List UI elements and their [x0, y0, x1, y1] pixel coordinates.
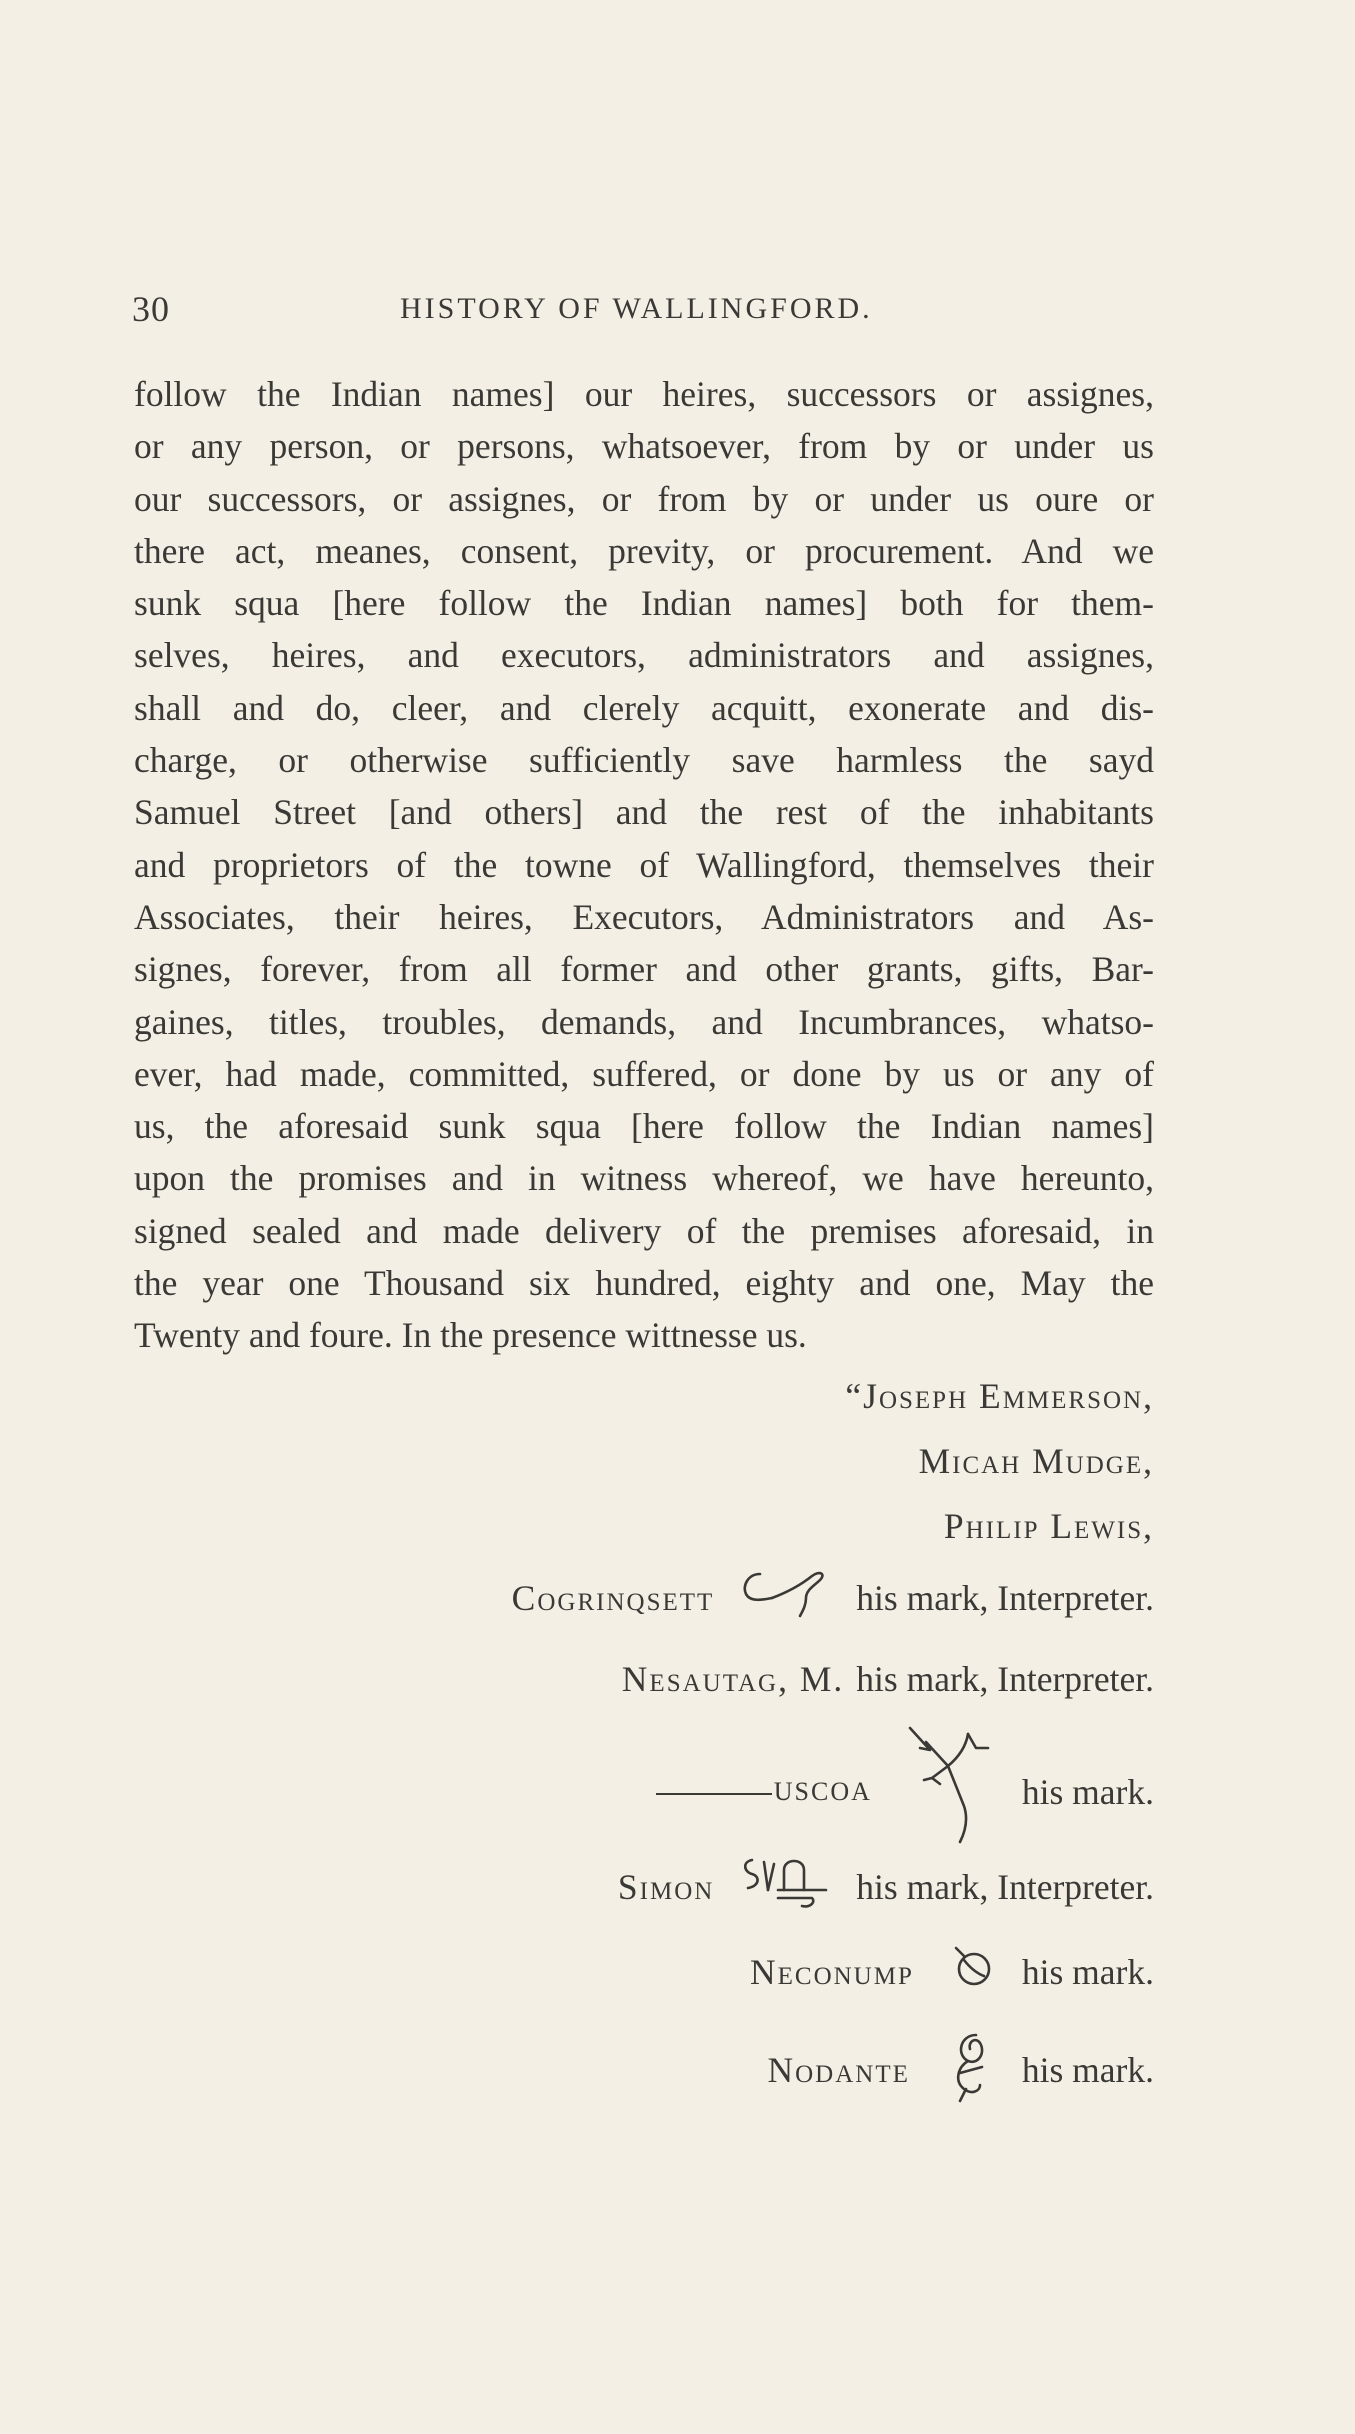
signer-row — [656, 1722, 1154, 1861]
signature-mark-icon — [946, 2027, 996, 2112]
signer-name: Simon — [617, 1866, 715, 1907]
signature-mark-icon — [896, 1722, 996, 1861]
text-line: signed sealed and made delivery of the premises aforesaid, in — [134, 1210, 1154, 1251]
text-line: Twenty and foure. In the presence wittnesse us. — [134, 1315, 807, 1356]
signer-name: Nesautag, M. — [621, 1659, 845, 1699]
text-line: gaines, titles, troubles, demands, and Incumbrances, whatso- — [134, 1001, 1154, 1042]
signer-row — [622, 1658, 1154, 1700]
mark-text: his mark. — [1021, 1771, 1154, 1812]
signer-row — [750, 1942, 1154, 2001]
text-line: or any person, or persons, whatsoever, from by or under us — [134, 426, 1154, 467]
signer-row — [618, 1852, 1154, 1921]
witness-name: Philip Lewis, — [943, 1506, 1154, 1546]
signer-name: Cogrinqsett — [511, 1577, 715, 1618]
signature-mark-icon — [950, 1942, 994, 2001]
text-line: Samuel Street [and others] and the rest of the inhabitants — [134, 792, 1154, 833]
text-line: shall and do, cleer, and clerely acquitt, exonerate and dis- — [134, 687, 1154, 728]
signer-row — [767, 2027, 1154, 2112]
page-header — [132, 288, 1152, 338]
text-line: Associates, their heires, Executors, Administrators and As- — [134, 896, 1154, 937]
witness-row — [845, 1375, 1154, 1417]
signature-mark-icon — [738, 1852, 834, 1921]
text-line: follow the Indian names] our heires, successors or assignes, — [134, 374, 1154, 414]
mark-text: his mark, Interpreter. — [856, 1577, 1154, 1618]
text-line: and proprietors of the towne of Wallingford, themselves their — [134, 844, 1154, 885]
text-line: ever, had made, committed, suffered, or done by us or any of — [134, 1053, 1154, 1094]
signer-name: Nodante — [767, 2049, 910, 2090]
page-number: 30 — [132, 289, 170, 329]
text-line: sunk squa [here follow the Indian names] both for them- — [134, 583, 1154, 624]
text-line: upon the promises and in witness whereof, we have hereunto, — [134, 1158, 1154, 1199]
witness-name: “Joseph Emmerson, — [845, 1376, 1154, 1416]
text-line: the year one Thousand six hundred, eighty and one, May the — [134, 1263, 1154, 1304]
text-line: us, the aforesaid sunk squa [here follow the Indian names] — [134, 1106, 1154, 1147]
text-line: selves, heires, and executors, administrators and assignes, — [134, 635, 1154, 676]
text-line: there act, meanes, consent, previty, or procurement. And we — [134, 530, 1154, 571]
witness-row — [919, 1440, 1154, 1482]
text-line: signes, forever, from all former and other grants, gifts, Bar- — [134, 949, 1154, 990]
running-head: HISTORY OF WALLINGFORD. — [400, 292, 873, 325]
witness-row — [944, 1505, 1154, 1547]
mark-text: his mark, Interpreter. — [856, 1659, 1154, 1699]
mark-text: his mark. — [1021, 2049, 1154, 2090]
witness-name: Micah Mudge, — [918, 1441, 1154, 1481]
mark-text: his mark. — [1021, 1951, 1154, 1992]
mark-text: his mark, Interpreter. — [856, 1866, 1154, 1907]
text-line: our successors, or assignes, or from by or under us oure or — [134, 478, 1154, 519]
text-line: charge, or otherwise sufficiently save harmless the sayd — [134, 740, 1154, 781]
signature-mark-icon — [738, 1568, 834, 1627]
signer-row — [512, 1568, 1154, 1627]
name-dash — [656, 1793, 772, 1795]
signer-name: USCOA — [773, 1776, 872, 1806]
body-paragraph — [134, 368, 1154, 1362]
signer-name: Neconump — [749, 1951, 914, 1992]
